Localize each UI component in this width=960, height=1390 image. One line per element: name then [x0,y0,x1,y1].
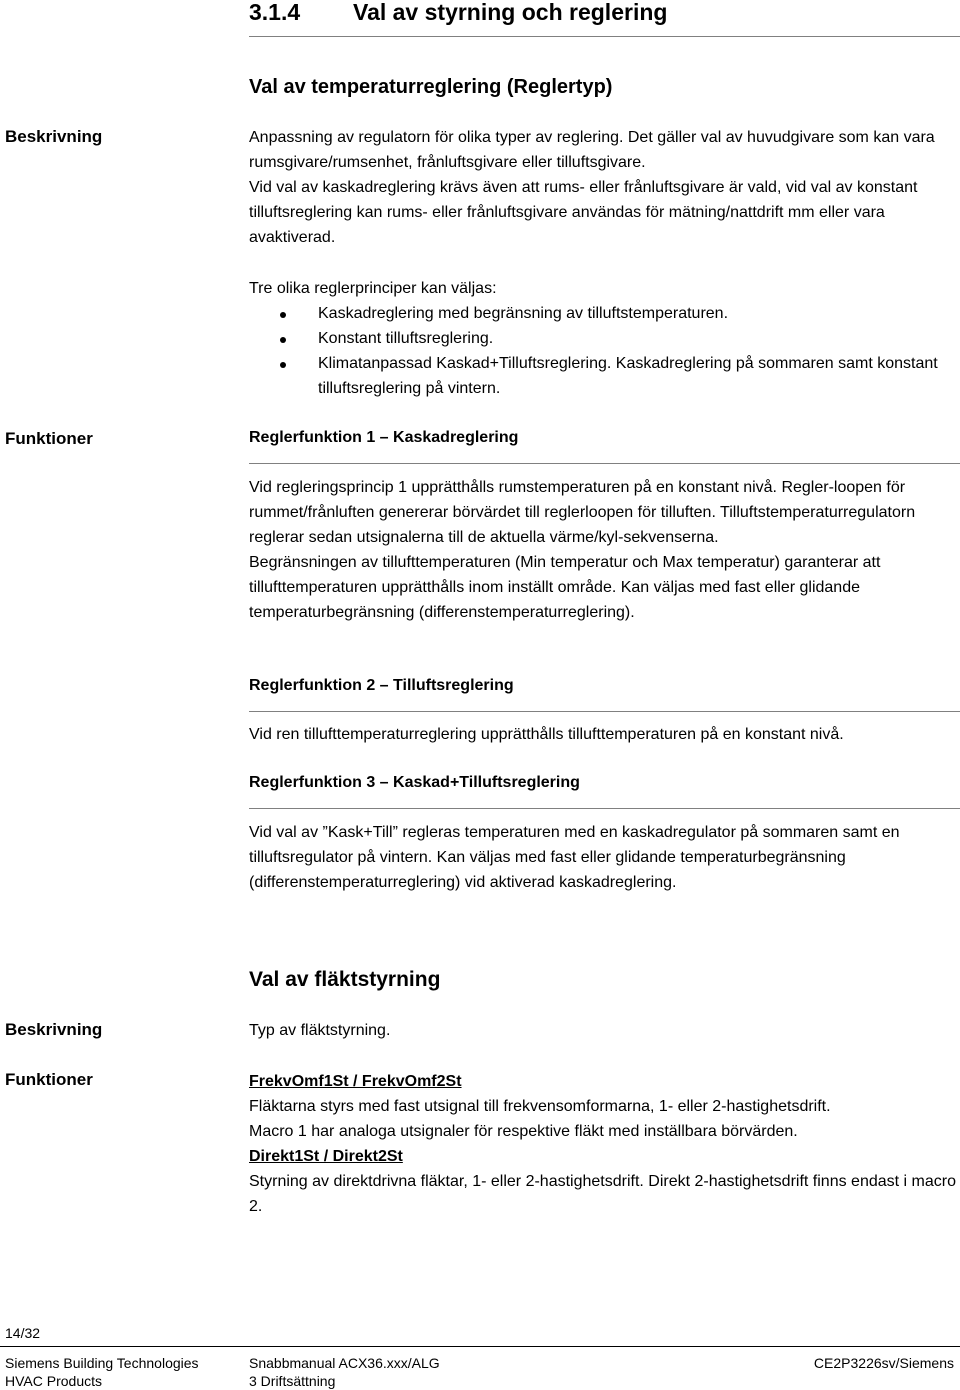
fan-desc-label: Beskrivning [5,1020,103,1039]
fan-option1-title: FrekvOmf1St / FrekvOmf2St [249,1073,462,1090]
rf3-para: Vid val av ”Kask+Till” regleras temperaturen med en kaskadregulator på sommaren samt en tilluftsregulator på vintern. Kan väljas med fast eller glidande temperaturbegränsning (differenstemperaturreglering) vid aktiverad kaskadreglering. [249,824,900,891]
footer-divider [0,1346,960,1347]
section-heading [249,0,667,26]
temp-desc-para2: Vid val av kaskadreglering krävs även att rums- eller frånluftsgivare är vald, vid val av konstant tilluftsreglering kan rums- eller frånluftsgivare användas för mätning/nattdrift mm eller vara avaktiverad. [249,179,918,246]
section-number: 3.1.4 [249,0,301,25]
footer-doc-title: Snabbmanual ACX36.xxx/ALG [249,1355,440,1371]
principle-item: Klimatanpassad Kaskad+Tilluftsreglering. Kaskadreglering på sommaren samt konstant tilluftsreglering på vintern. [249,351,959,401]
rf2-divider [249,711,960,712]
rf3-divider [249,808,960,809]
section-divider [249,36,960,37]
temp-heading: Val av temperaturreglering (Reglertyp) [249,76,613,98]
rf1-para1: Vid regleringsprincip 1 upprätthålls rumstemperaturen på en konstant nivå. Regler-loopen för rummet/frånluften genererar börvärdet till reglerloopen för tilluften. Tilluftstemperaturregulatorn reglerar sedan utsignalerna till de aktuella värme/kyl-sekvenserna. [249,479,916,546]
fan-options-block [249,1069,959,1219]
rf1-block [249,475,959,625]
fan-desc-text: Typ av fläktstyrning. [249,1022,391,1039]
footer-company: Siemens Building Technologies [5,1355,199,1371]
page-number: 14/32 [5,1325,41,1341]
bullet-icon [280,362,286,368]
rf1-para2: Begränsningen av tillufttemperaturen (Min temperatur och Max temperatur) garanterar att tillufttemperaturen upprätthålls inom inställt område. Kan väljas med fast eller glidande temperaturbegränsning (differenstemperaturreglering). [249,554,881,621]
fan-option1-line2: Macro 1 har analoga utsignaler för respektive fläkt med inställbara börvärden. [249,1123,798,1140]
footer-doc-code: CE2P3226sv/Siemens [813,1355,954,1371]
rf1-title: Reglerfunktion 1 – Kaskadreglering [249,429,519,446]
temp-desc-block [249,125,959,250]
section-title: Val av styrning och reglering [353,0,668,25]
bullet-icon [280,337,286,343]
fan-func-label: Funktioner [5,1070,93,1089]
fan-option1-line1: Fläktarna styrs med fast utsignal till frekvensomformarna, 1- eller 2-hastighetsdrift. [249,1098,831,1115]
principle-item: Konstant tilluftsreglering. [249,326,959,351]
rf2-title: Reglerfunktion 2 – Tilluftsreglering [249,677,514,694]
principle-item: Kaskadreglering med begränsning av tilluftstemperaturen. [249,301,959,326]
footer-chapter: 3 Driftsättning [249,1373,336,1389]
bullet-icon [280,312,286,318]
principles-list [249,301,959,401]
footer-doc-block [249,1354,440,1390]
rf1-divider [249,463,960,464]
rf3-title: Reglerfunktion 3 – Kaskad+Tilluftsreglering [249,774,580,791]
rf2-para: Vid ren tillufttemperaturreglering upprätthålls tillufttemperaturen på en konstant nivå. [249,726,844,743]
fan-heading: Val av fläktstyrning [249,968,441,991]
footer-division: HVAC Products [5,1373,102,1389]
temp-desc-para1: Anpassning av regulatorn för olika typer av reglering. Det gäller val av huvudgivare som kan vara rumsgivare/rumsenhet, frånluftsgivare eller tilluftsgivare. [249,129,935,171]
footer-company-block [5,1354,199,1390]
fan-option2-title: Direkt1St / Direkt2St [249,1148,403,1165]
principles-intro: Tre olika reglerprinciper kan väljas: [249,280,497,297]
temp-func-label: Funktioner [5,429,93,448]
temp-desc-label: Beskrivning [5,127,103,146]
principles-block [249,276,959,401]
fan-option2-text: Styrning av direktdrivna fläktar, 1- eller 2-hastighetsdrift. Direkt 2-hastighetsdrift finns endast i macro 2. [249,1173,956,1215]
